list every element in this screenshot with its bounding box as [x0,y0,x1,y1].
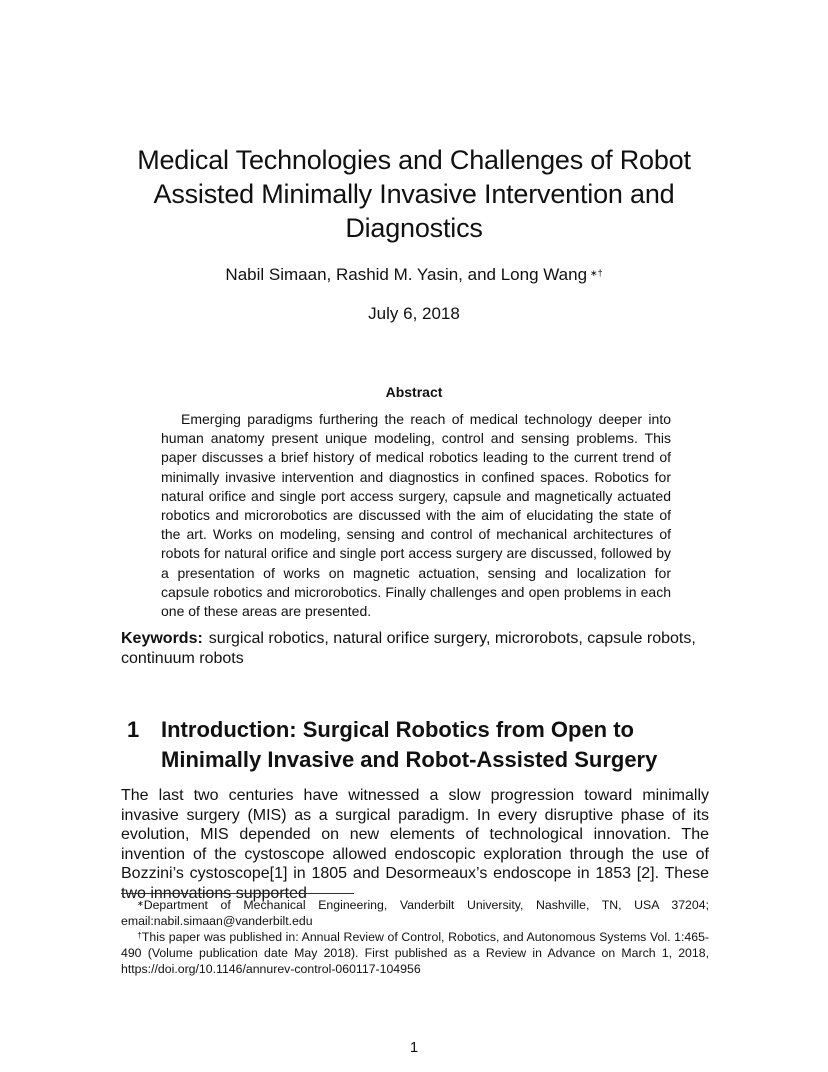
footnote-text: This paper was published in: Annual Review of Control, Robotics, and Autonomous Systems Vol. 1:465-490 (Volume publication date May 2018). First published as a Review in Advance on March 1, 2018, https://doi.org/10.1146/annurev-control-060117-104956 [121,930,709,976]
author-footnote-marks: ∗† [590,268,603,278]
keywords-label: Keywords: [121,630,203,647]
author-names: Nabil Simaan, Rashid M. Yasin, and Long Wang [225,265,588,284]
abstract-body: Emerging paradigms furthering the reach of medical technology deeper into human anatomy present unique modeling, control and sensing problems. This paper discusses a brief history of medical robotics leading to the current trend of minimally invasive intervention and diagnostics in confined spaces. Robotics for natural orifice and single port access surgery, capsule and magnetically actuated robotics and microrobotics are discussed with the aim of elucidating the state of the art. Works on modeling, sensing and control of mechanical architectures of robots for natural orifice and single port access surgery are discussed, followed by a presentation of works on magnetic actuation, sensing and localization for capsule robotics and microrobotics. Finally challenges and open problems in each one of these areas are presented. [161,411,671,620]
footnote-divider [121,893,354,894]
author-list [120,264,708,286]
footnote-publication [121,929,709,977]
paper-title [120,143,708,245]
footnote-mark: † [137,931,142,940]
section-title-line: Introduction: Surgical Robotics from Open to [161,717,634,742]
keywords-text: surgical robotics, natural orifice surgery, microrobots, capsule robots, continuum robots [121,630,696,667]
footnote-text: Department of Mechanical Engineering, Vanderbilt University, Nashville, TN, USA 37204; email:nabil.simaan@vanderbilt.edu [121,898,709,928]
title-line: Assisted Minimally Invasive Intervention and [153,179,675,209]
title-line: Medical Technologies and Challenges of Robot [137,145,691,175]
page-number: 1 [409,1039,419,1056]
footnote-affiliation [121,897,709,929]
footnote-mark: ∗ [137,899,144,908]
body-paragraph: The last two centuries have witnessed a slow progression toward minimally invasive surgery (MIS) as a surgical paradigm. In every disruptive phase of its evolution, MIS depended on new elements of technological innovation. The invention of the cystoscope allowed endoscopic exploration through the use of Bozzini’s cystoscope[1] in 1805 and Desormeaux’s endoscope in 1853 [2]. These two innovations supported [121,787,709,902]
section-title-line: Minimally Invasive and Robot-Assisted Surgery [161,747,658,772]
abstract-heading: Abstract [385,384,443,400]
keywords [121,629,709,668]
title-line: Diagnostics [345,213,483,243]
section-title [161,715,711,775]
publication-date: July 6, 2018 [368,304,460,323]
section-number: 1 [127,717,140,742]
